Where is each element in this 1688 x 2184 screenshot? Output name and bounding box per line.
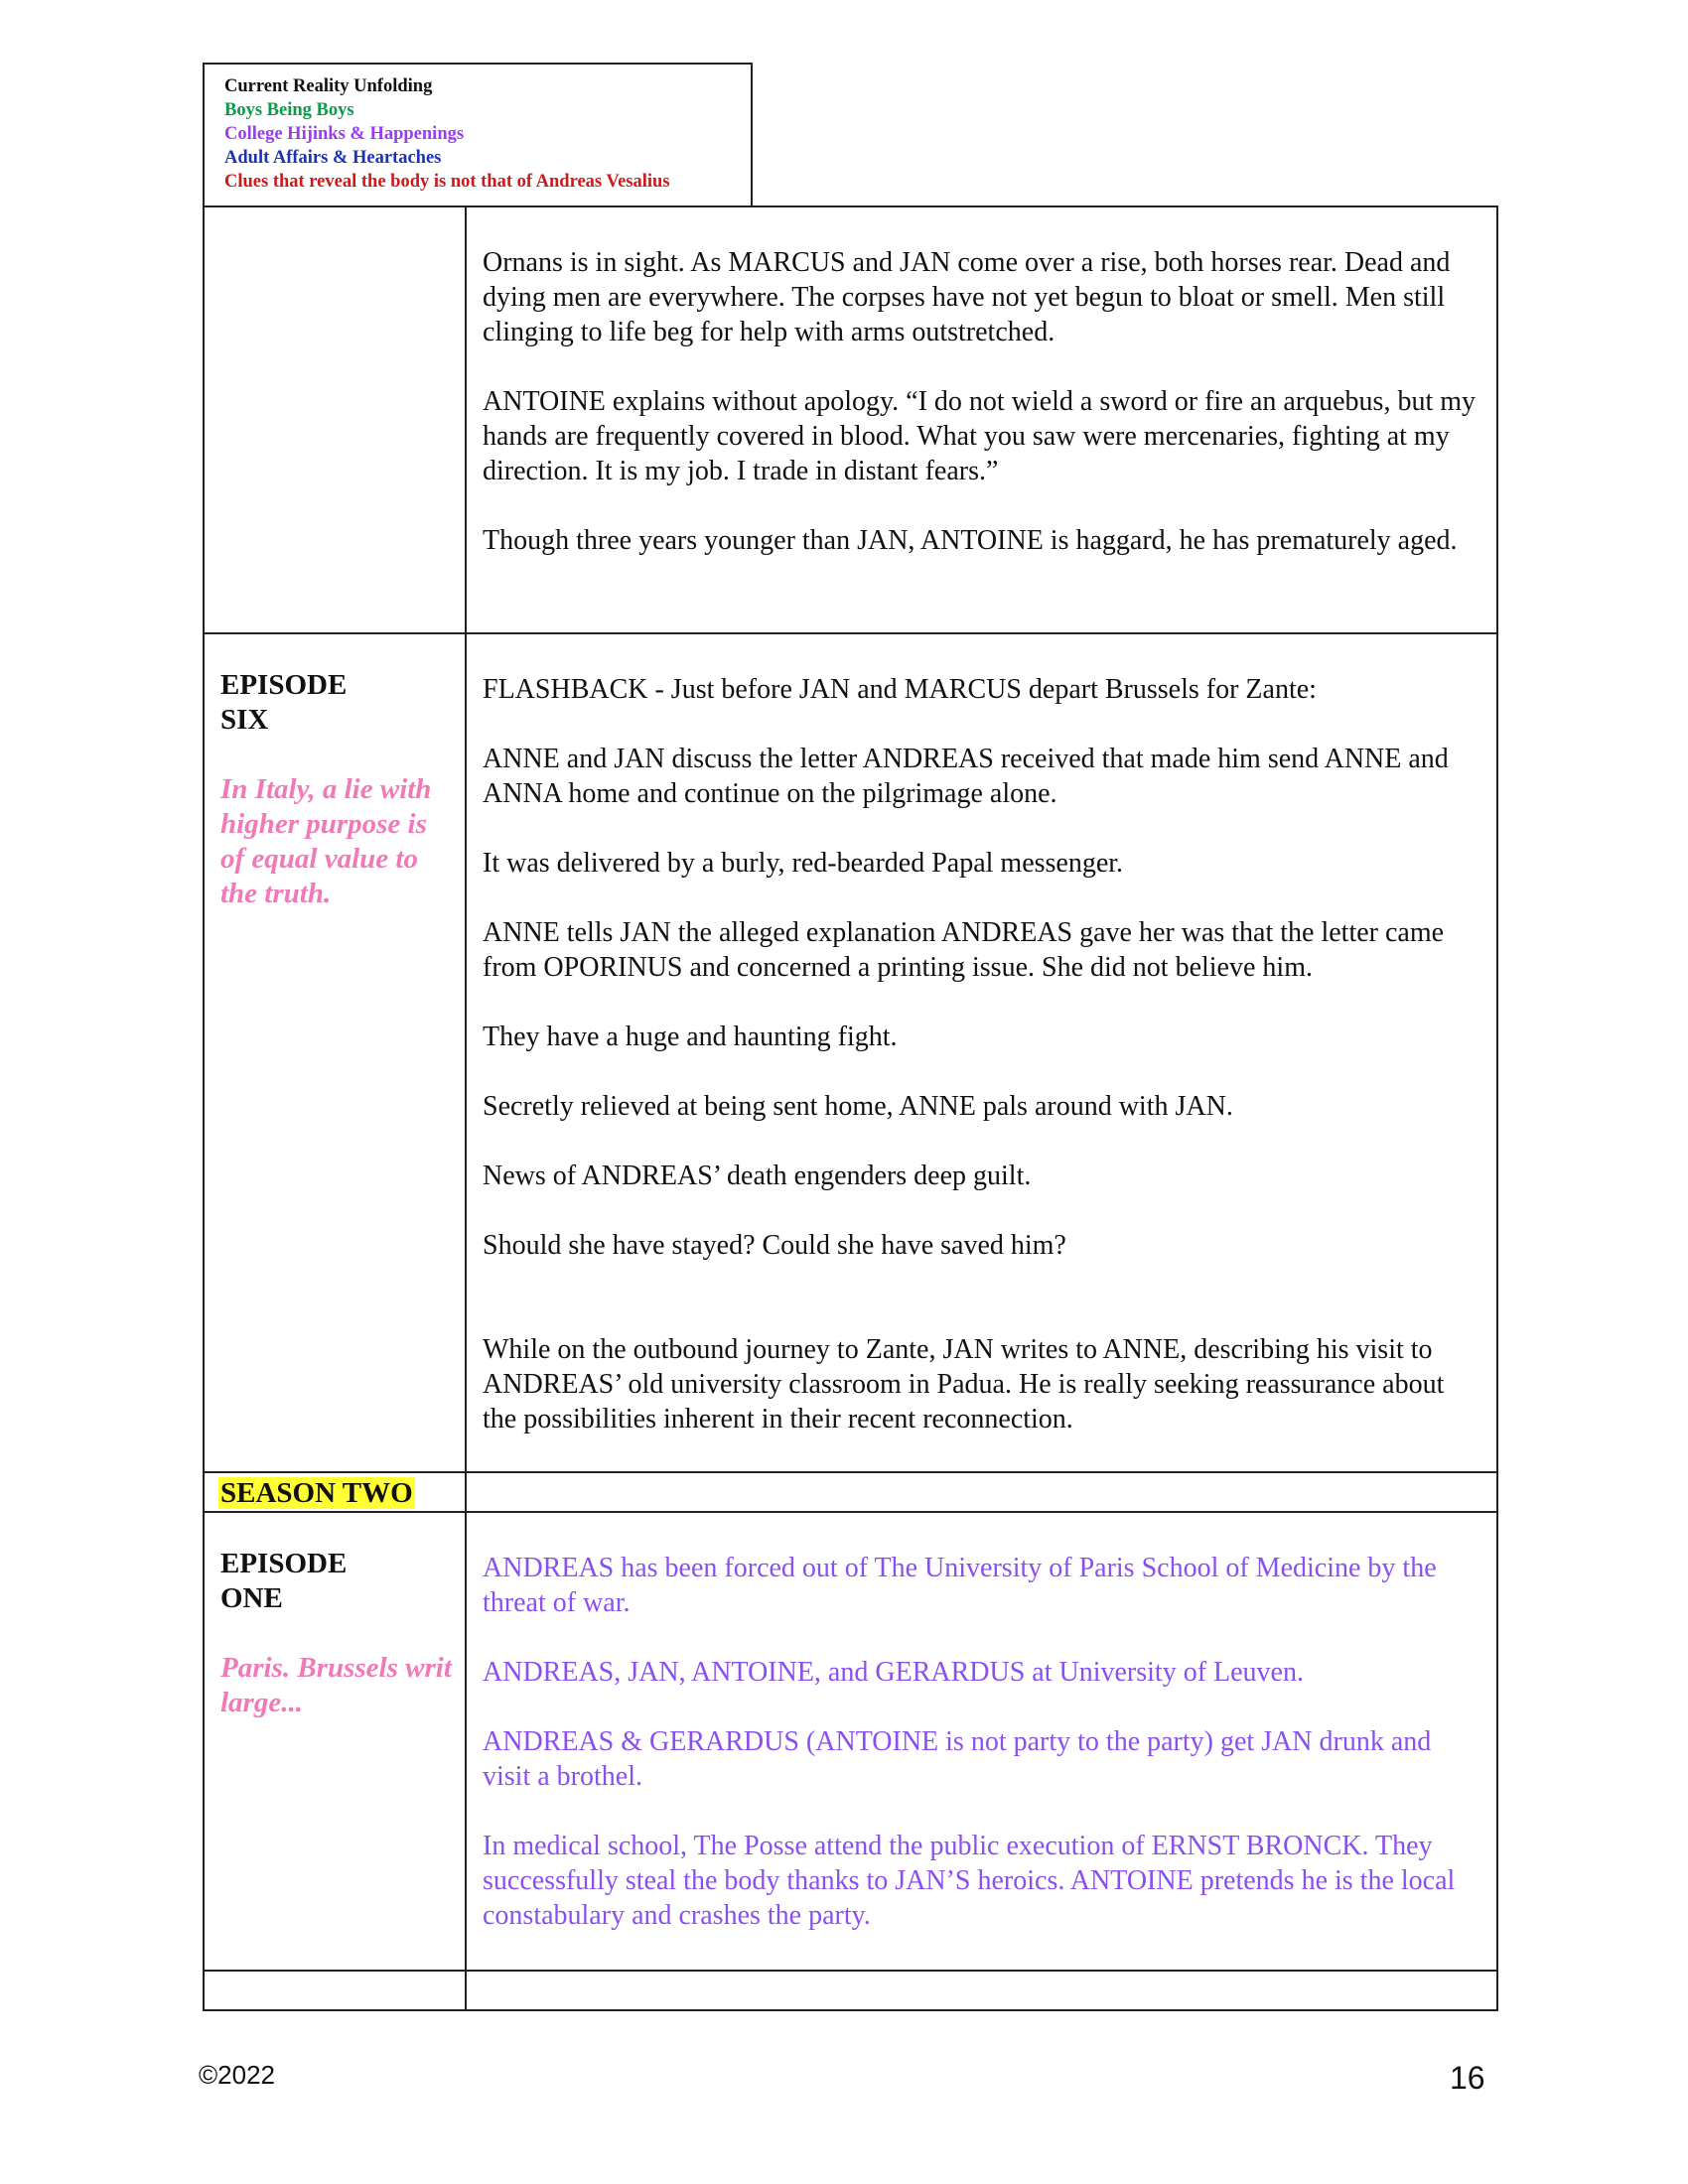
synopsis-paragraph: They have a huge and haunting fight. [483, 1022, 898, 1052]
synopsis-paragraph: ANNE and JAN discuss the letter ANDREAS received that made him send ANNE and ANNA home and continue on the pilgrimage alone. [483, 744, 1449, 809]
synopsis-paragraph: ANNE tells JAN the alleged explanation ANDREAS gave her was that the letter came from OPORINUS and concerned a printing issue. She did not believe him. [483, 917, 1445, 983]
table-row [204, 1472, 1497, 1512]
synopsis-paragraph: ANDREAS has been forced out of The University of Paris School of Medicine by the threat of war. [483, 1553, 1437, 1618]
synopsis-paragraph: FLASHBACK - Just before JAN and MARCUS depart Brussels for Zante: [483, 674, 1317, 705]
synopsis-paragraph: ANDREAS & GERARDUS (ANTOINE is not party to the party) get JAN drunk and visit a brothel. [483, 1726, 1432, 1792]
synopsis-cell [466, 633, 1497, 1472]
synopsis-cell [466, 1512, 1497, 1971]
episode-cell [204, 1512, 466, 1971]
legend-adult-affairs: Adult Affairs & Heartaches [224, 148, 442, 168]
table-row [204, 206, 1497, 633]
empty-cell [466, 1472, 1497, 1512]
episode-label: EPISODE [220, 669, 348, 701]
legend-clues: Clues that reveal the body is not that of Andreas Vesalius [224, 172, 670, 192]
legend-college-hijinks: College Hijinks & Happenings [224, 124, 465, 144]
episode-label: EPISODE [220, 1548, 348, 1579]
legend-boys-being-boys: Boys Being Boys [224, 100, 354, 120]
synopsis-paragraph: ANTOINE explains without apology. “I do not wield a sword or fire an arquebus, but my hands are frequently covered in blood. What you saw were mercenaries, fighting at my direction. It is my job. I trade in distant fears.” [483, 386, 1477, 486]
table-row [204, 633, 1497, 1472]
synopsis-cell [466, 206, 1497, 633]
episode-tagline: Paris. Brussels writ large... [220, 1652, 452, 1718]
legend-current-reality: Current Reality Unfolding [224, 76, 433, 96]
table-row [204, 1971, 1497, 2010]
synopsis-paragraph: Should she have stayed? Could she have saved him? [483, 1230, 1066, 1261]
season-cell [204, 1472, 466, 1512]
synopsis-paragraph: News of ANDREAS’ death engenders deep guilt. [483, 1160, 1032, 1191]
synopsis-paragraph: Secretly relieved at being sent home, ANNE pals around with JAN. [483, 1091, 1233, 1122]
episode-number: ONE [220, 1582, 283, 1614]
page-number: 16 [1450, 2060, 1485, 2096]
synopsis-paragraph: In medical school, The Posse attend the public execution of ERNST BRONCK. They successfully steal the body thanks to JAN’S heroics. ANTOINE pretends he is the local constabulary and crashes the party. [483, 1831, 1456, 1931]
episode-cell [204, 206, 466, 633]
synopsis-paragraph: ANDREAS, JAN, ANTOINE, and GERARDUS at University of Leuven. [483, 1657, 1304, 1688]
synopsis-paragraph: Though three years younger than JAN, ANTOINE is haggard, he has prematurely aged. [483, 525, 1458, 556]
empty-cell [204, 1971, 466, 2010]
season-label: SEASON TWO [220, 1477, 413, 1509]
synopsis-paragraph: While on the outbound journey to Zante, JAN writes to ANNE, describing his visit to ANDREAS’ old university classroom in Padua. He is really seeking reassurance about the possibilities inherent in their recent reconnection. [483, 1334, 1445, 1434]
episode-number: SIX [220, 704, 269, 736]
synopsis-paragraph: Ornans is in sight. As MARCUS and JAN come over a rise, both horses rear. Dead and dying men are everywhere. The corpses have not yet begun to bloat or smell. Men still clinging to life beg for help with arms outstretched. [483, 247, 1451, 347]
episode-tagline: In Italy, a lie with higher purpose is of equal value to the truth. [220, 773, 432, 909]
color-legend-box [203, 63, 753, 206]
outline-table [203, 205, 1498, 2011]
table-row [204, 1512, 1497, 1971]
synopsis-paragraph: It was delivered by a burly, red-bearded Papal messenger. [483, 848, 1124, 879]
copyright-notice: ©2022 [199, 2060, 275, 2090]
episode-cell [204, 633, 466, 1472]
empty-cell [466, 1971, 1497, 2010]
